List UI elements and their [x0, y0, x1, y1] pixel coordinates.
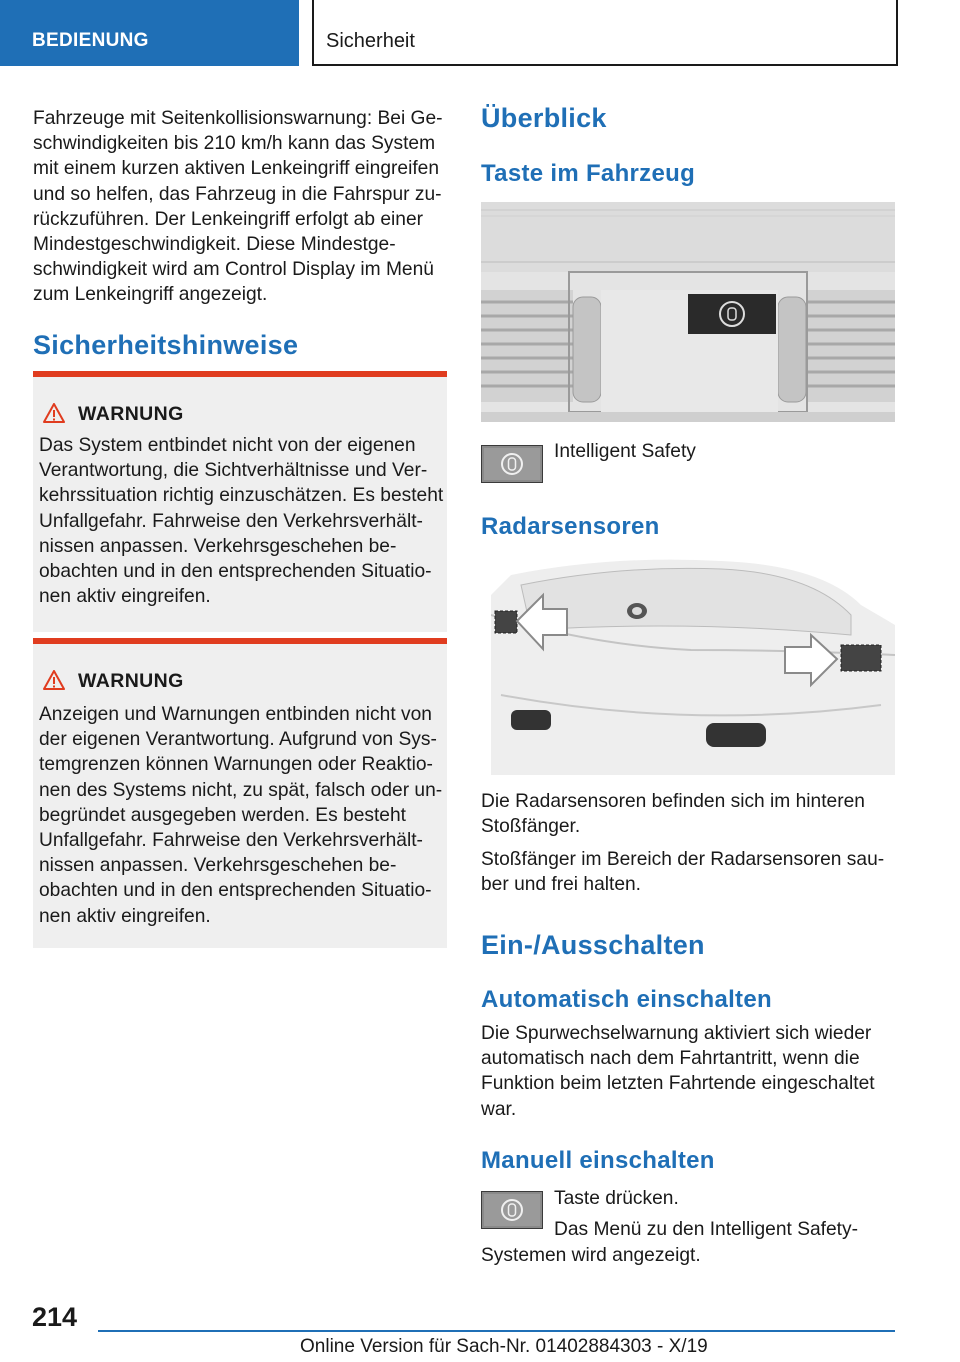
warning-title: WARNUNG — [78, 670, 184, 692]
auto-line: Funktion beim letzten Fahrtende eingeschaltet — [481, 1073, 875, 1095]
intro-line: Mindestgeschwindigkeit. Diese Mindestge‐ — [33, 234, 396, 256]
auto-line: war. — [481, 1098, 517, 1120]
warning-line: obachten und in den entsprechenden Situatio‐ — [39, 561, 432, 583]
manual-result-line: Das Menü zu den Intelligent Safety‐ — [554, 1219, 858, 1240]
warning-line: begründet ausgegeben werden. Es besteht — [39, 804, 406, 826]
warning-line: obachten und in den entsprechenden Situatio‐ — [39, 880, 432, 902]
warning-line: nen des Systems nicht, zu spät, falsch oder un‐ — [39, 779, 443, 801]
warning-line: kehrssituation richtig einzuschätzen. Es besteht — [39, 485, 444, 507]
intelligent-safety-button-icon — [481, 445, 543, 483]
auto-heading: Automatisch einschalten — [481, 986, 772, 1013]
radar-text-2 — [481, 847, 895, 897]
manual-step: Taste drücken. — [554, 1188, 679, 1209]
car-rear-photo — [491, 555, 895, 775]
intro-line: mit einem kurzen aktiven Lenkeingriff eingreifen — [33, 158, 440, 180]
intro-line: schwindigkeit wird am Control Display im Menü — [33, 259, 434, 281]
manual-heading: Manuell einschalten — [481, 1147, 715, 1174]
warning-line: nen aktiv eingreifen. — [39, 586, 211, 608]
warning-triangle-icon — [43, 403, 65, 423]
warning-line: nissen anpassen. Verkehrsgeschehen be‐ — [39, 855, 397, 877]
footer-rule — [98, 1330, 895, 1332]
auto-line: Die Spurwechselwarnung aktiviert sich wieder — [481, 1023, 872, 1044]
safety-heading: Sicherheitshinweise — [33, 330, 299, 360]
warning-triangle-icon — [43, 670, 65, 690]
dashboard-button-photo — [481, 202, 895, 422]
warning-line: Das System entbindet nicht von der eigenen — [39, 435, 416, 456]
manual-result-line: Systemen wird angezeigt. — [481, 1245, 701, 1266]
warning-line: Anzeigen und Warnungen entbinden nicht von — [39, 704, 432, 725]
intro-line: und so helfen, das Fahrzeug in die Fahrspur zu‐ — [33, 183, 442, 205]
section-tab — [0, 0, 299, 66]
section-title: BEDIENUNG — [32, 30, 149, 51]
radar-line: ber und frei halten. — [481, 874, 642, 896]
warning-box-2 — [33, 638, 447, 948]
radar-line: Die Radarsensoren befinden sich im hinteren — [481, 791, 865, 812]
intro-line: Fahrzeuge mit Seitenkollisionswarnung: Bei Ge‐ — [33, 108, 443, 129]
radar-text-1 — [481, 789, 895, 839]
warning-line: nen aktiv eingreifen. — [39, 905, 211, 927]
warning-line: Verantwortung, die Sichtverhältnisse und Ver‐ — [39, 460, 428, 482]
intro-paragraph — [33, 106, 453, 308]
warning-line: temgrenzen können Warnungen oder Reaktio‐ — [39, 754, 433, 776]
intro-line: schwindigkeiten bis 210 km/h kann das System — [33, 133, 436, 155]
button-label: Intelligent Safety — [554, 441, 696, 462]
radar-heading: Radarsensoren — [481, 513, 660, 540]
button-heading: Taste im Fahrzeug — [481, 160, 696, 187]
warning-line: der eigenen Verantwortung. Aufgrund von Sys‐ — [39, 729, 437, 751]
online-version-note: Online Version für Sach-Nr. 01402884303 - X/19 — [300, 1336, 708, 1357]
intro-line: rückzuführen. Der Lenkeingriff erfolgt ab einer — [33, 208, 424, 230]
warning-box-1 — [33, 371, 447, 632]
page-number: 214 — [32, 1302, 78, 1332]
chapter-title: Sicherheit — [326, 30, 415, 52]
intelligent-safety-button-icon — [481, 1191, 543, 1229]
radar-line: Stoßfänger. — [481, 816, 581, 838]
onoff-heading: Ein-/Ausschalten — [481, 930, 705, 960]
warning-line: Unfallgefahr. Fahrweise den Verkehrsverhält‐ — [39, 830, 423, 852]
warning-text — [39, 433, 449, 609]
warning-line: Unfallgefahr. Fahrweise den Verkehrsverhält‐ — [39, 510, 423, 532]
overview-heading: Überblick — [481, 103, 607, 133]
auto-line: automatisch nach dem Fahrtantritt, wenn die — [481, 1048, 860, 1070]
warning-title: WARNUNG — [78, 403, 184, 425]
chapter-tab — [312, 0, 898, 66]
auto-text — [481, 1021, 895, 1122]
intro-line: zum Lenkeingriff angezeigt. — [33, 284, 268, 306]
radar-line: Stoßfänger im Bereich der Radarsensoren sau‐ — [481, 849, 885, 870]
warning-text — [39, 702, 449, 929]
warning-line: nissen anpassen. Verkehrsgeschehen be‐ — [39, 535, 397, 557]
